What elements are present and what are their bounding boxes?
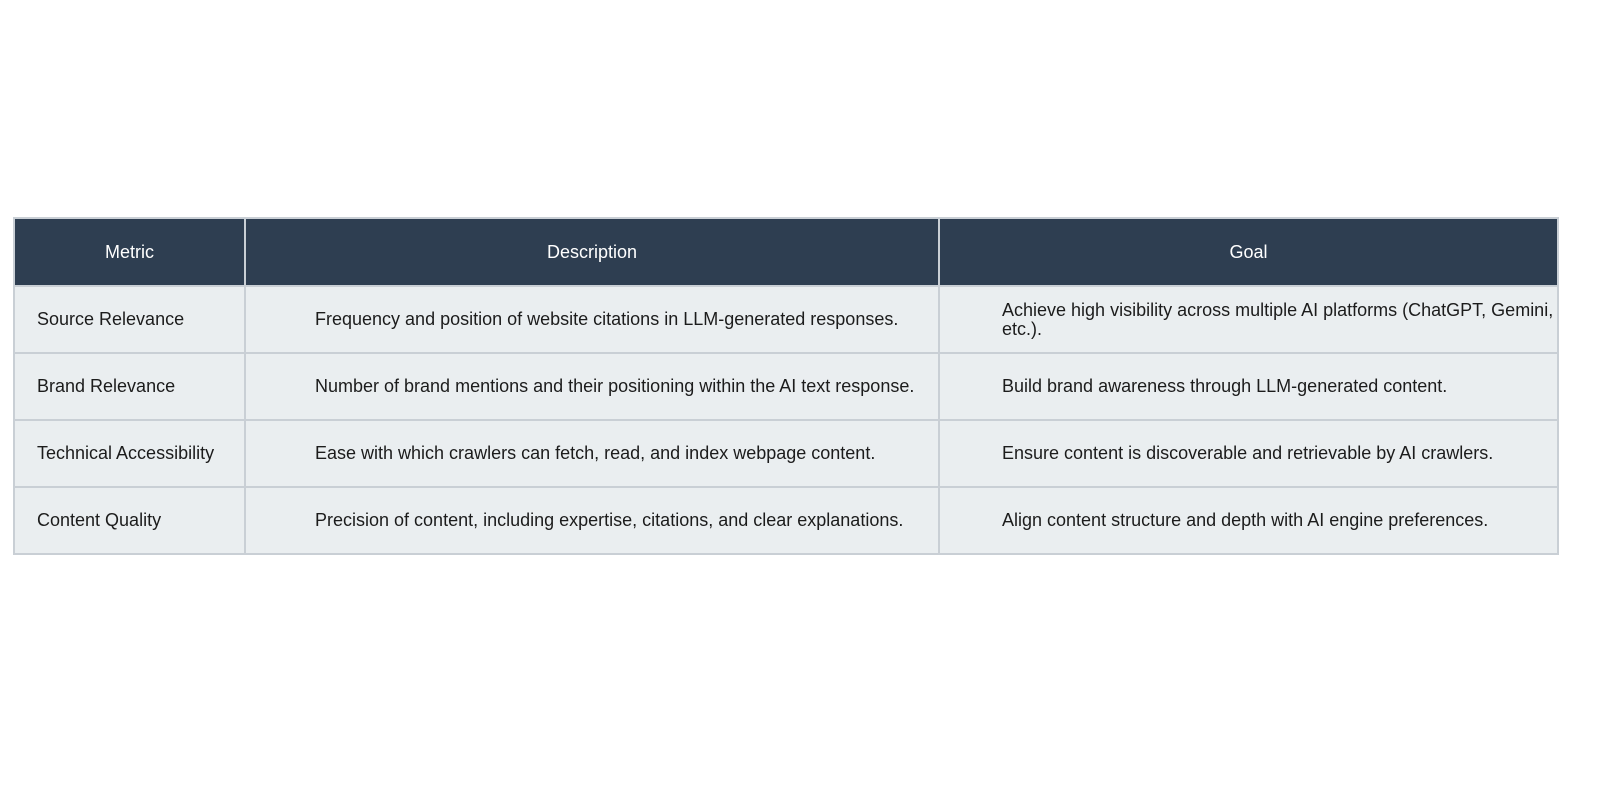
cell-goal-text: Ensure content is discoverable and retrievable by AI crawlers. [1002, 443, 1494, 463]
cell-goal [939, 286, 1558, 353]
cell-metric: Brand Relevance [14, 353, 245, 420]
cell-metric: Technical Accessibility [14, 420, 245, 487]
table-row [14, 353, 1558, 420]
cell-goal-text: Align content structure and depth with AI engine preferences. [1002, 510, 1489, 530]
table-row [14, 286, 1558, 353]
cell-description: Ease with which crawlers can fetch, read, and index webpage content. [245, 420, 939, 487]
header-goal: Goal [939, 218, 1558, 286]
cell-description: Number of brand mentions and their positioning within the AI text response. [245, 353, 939, 420]
cell-description: Precision of content, including expertise, citations, and clear explanations. [245, 487, 939, 554]
table-row [14, 487, 1558, 554]
table-row [14, 420, 1558, 487]
cell-goal [939, 487, 1558, 554]
metrics-table [13, 217, 1559, 555]
cell-goal-text: Achieve high visibility across multiple AI platforms (ChatGPT, Gemini, etc.). [1002, 299, 1554, 339]
header-description: Description [245, 218, 939, 286]
cell-goal-text: Build brand awareness through LLM-generated content. [1002, 376, 1448, 396]
cell-goal [939, 353, 1558, 420]
cell-metric: Source Relevance [14, 286, 245, 353]
cell-goal [939, 420, 1558, 487]
cell-metric: Content Quality [14, 487, 245, 554]
header-metric: Metric [14, 218, 245, 286]
cell-description: Frequency and position of website citations in LLM-generated responses. [245, 286, 939, 353]
metrics-table-container [13, 217, 1557, 555]
table-header-row [14, 218, 1558, 286]
